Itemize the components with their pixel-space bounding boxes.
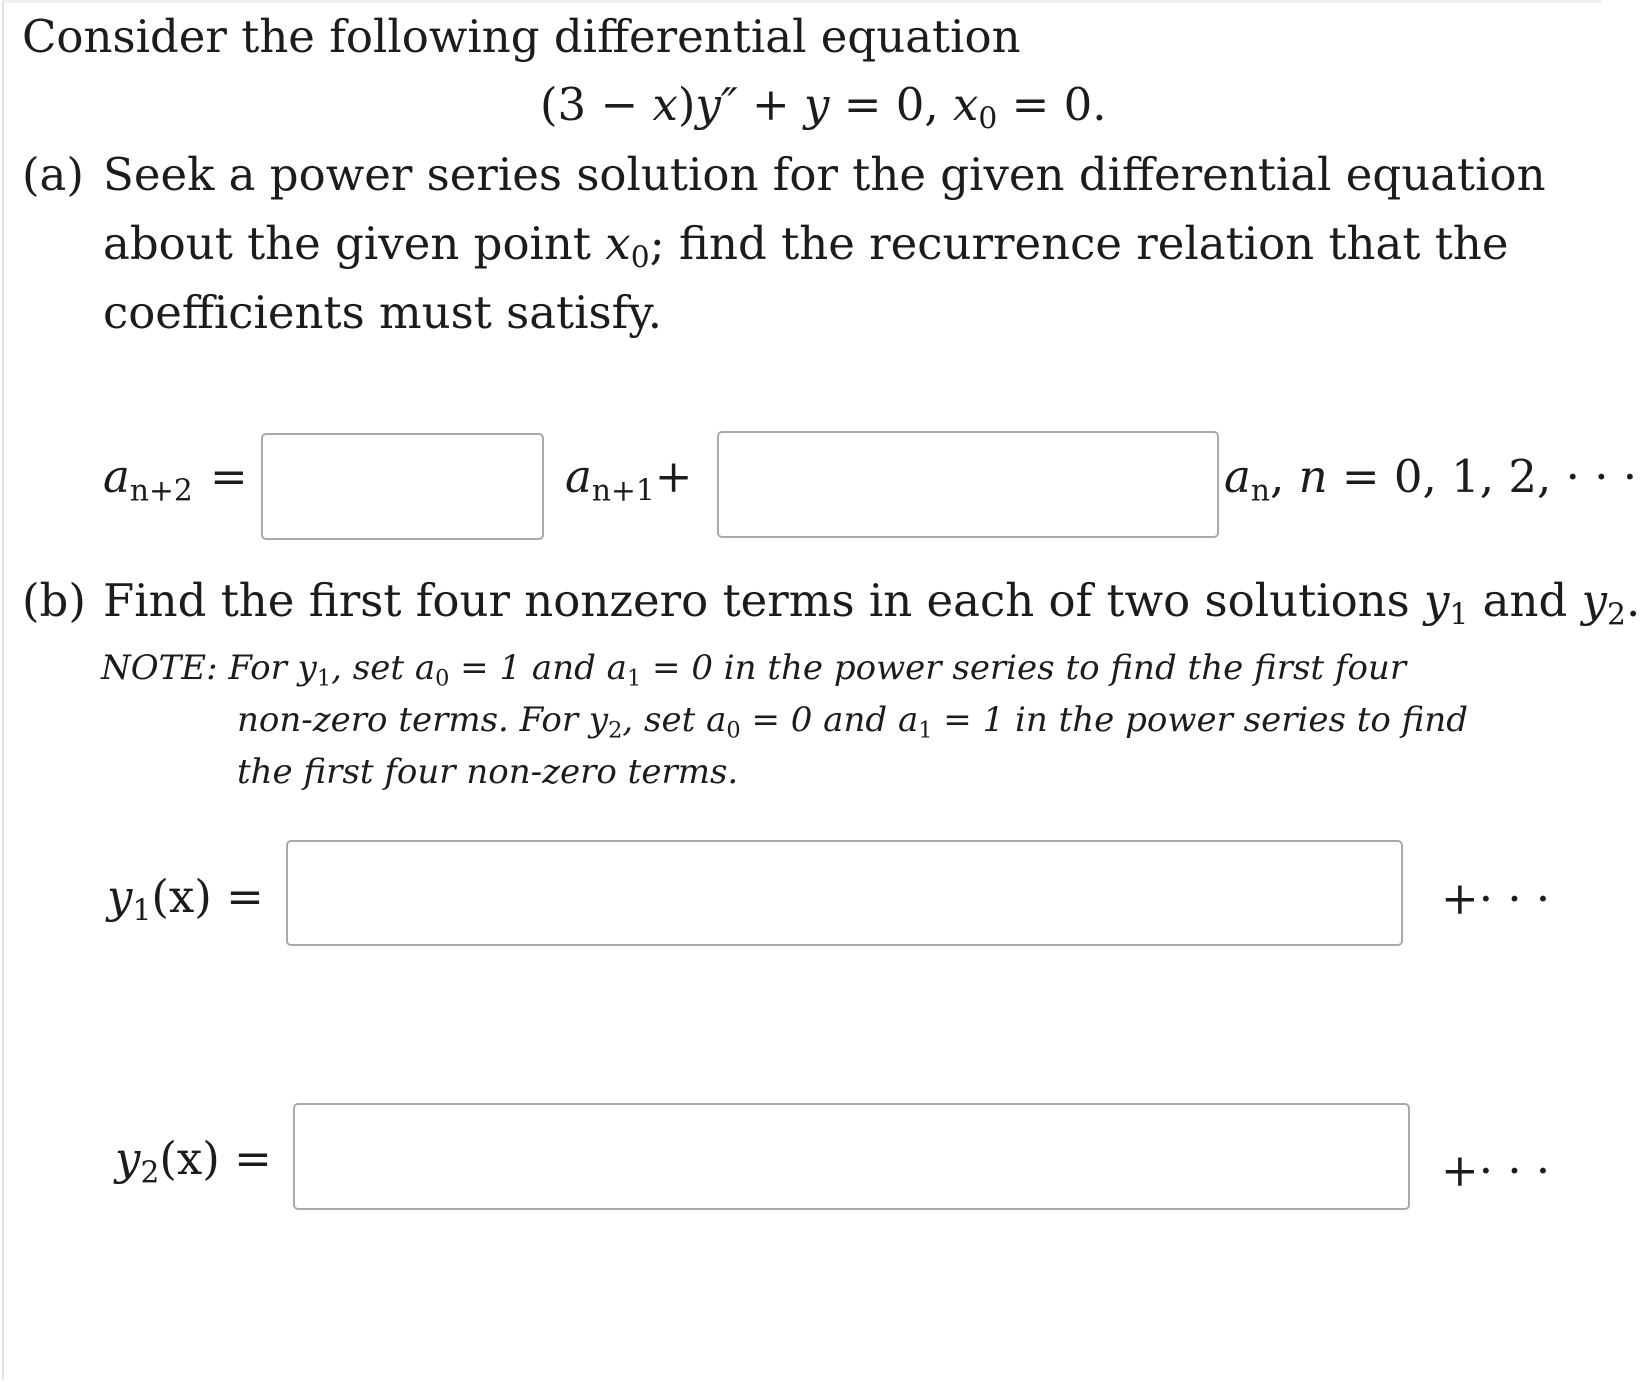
note-line3: the first four non-zero terms. xyxy=(237,752,739,792)
y2-answer-input[interactable] xyxy=(293,1103,1410,1210)
y2-symbol: $y_2$ xyxy=(1581,574,1626,633)
part-b-label: (b) xyxy=(22,574,86,627)
recurrence-equals: = xyxy=(210,450,248,503)
x0-symbol: $x_0$ xyxy=(605,217,650,276)
eq-plus: + xyxy=(737,78,805,131)
eq-close-paren: ) xyxy=(677,78,696,131)
note-line2: non-zero terms. For $y_2$, set $a_0 = 0$ and $a_1 = 1$ in the power series to find xyxy=(237,700,1468,744)
a-n: $a_n$ xyxy=(1224,450,1270,509)
eq-eq-zero: = 0, xyxy=(829,78,954,131)
y2-func: $y_2$ xyxy=(115,1132,160,1191)
recurrence-plus: + xyxy=(654,450,693,503)
eq-end: = 0. xyxy=(997,78,1107,131)
part-a-label: (a) xyxy=(22,148,84,201)
a-n-plus-1: $a_{n+1}$ xyxy=(565,450,655,509)
recurrence-lhs xyxy=(103,450,193,509)
eq-y-double-prime: y″ xyxy=(695,78,738,131)
y1-tail: +· · · xyxy=(1441,872,1551,925)
part-b-line1: Find the first four nonzero terms in each of two solutions $y_1$ and $y_2$. xyxy=(103,574,1640,633)
y1-row-label: $y_1(x)$ = xyxy=(107,870,264,929)
y2-row-label: $y_2(x)$ = xyxy=(115,1132,272,1191)
y2-tail: +· · · xyxy=(1441,1144,1551,1197)
eq-x0: $x_0$ xyxy=(953,78,998,137)
note-line1: NOTE: For $y_1$, set $a_0 = 1$ and $a_1 = 0$ in the power series to find the first four xyxy=(101,648,1407,692)
eq-var-x: x xyxy=(652,78,678,131)
part-a-line1: Seek a power series solution for the given differential equation xyxy=(103,148,1546,201)
eq-lhs-open: (3 − xyxy=(540,78,653,131)
y1-func: $y_1$ xyxy=(107,870,152,929)
recurrence-mid xyxy=(565,450,693,509)
intro-text: Consider the following differential equation xyxy=(22,10,1021,63)
main-equation xyxy=(540,78,1107,137)
eq-y: y xyxy=(804,78,830,131)
recurrence-coef-an1-input[interactable] xyxy=(261,433,544,540)
n-var: n xyxy=(1298,450,1328,503)
recurrence-coef-an-input[interactable] xyxy=(717,431,1219,538)
part-a-line2: about the given point $x_0$; find the recurrence relation that the xyxy=(103,217,1509,276)
y1-symbol: $y_1$ xyxy=(1424,574,1469,633)
part-a-line3: coefficients must satisfy. xyxy=(103,286,663,339)
recurrence-tail: $a_n$, n = 0, 1, 2, · · · xyxy=(1224,450,1638,509)
a-n-plus-2: $a_{n+2}$ xyxy=(103,450,193,509)
y1-answer-input[interactable] xyxy=(286,840,1403,946)
